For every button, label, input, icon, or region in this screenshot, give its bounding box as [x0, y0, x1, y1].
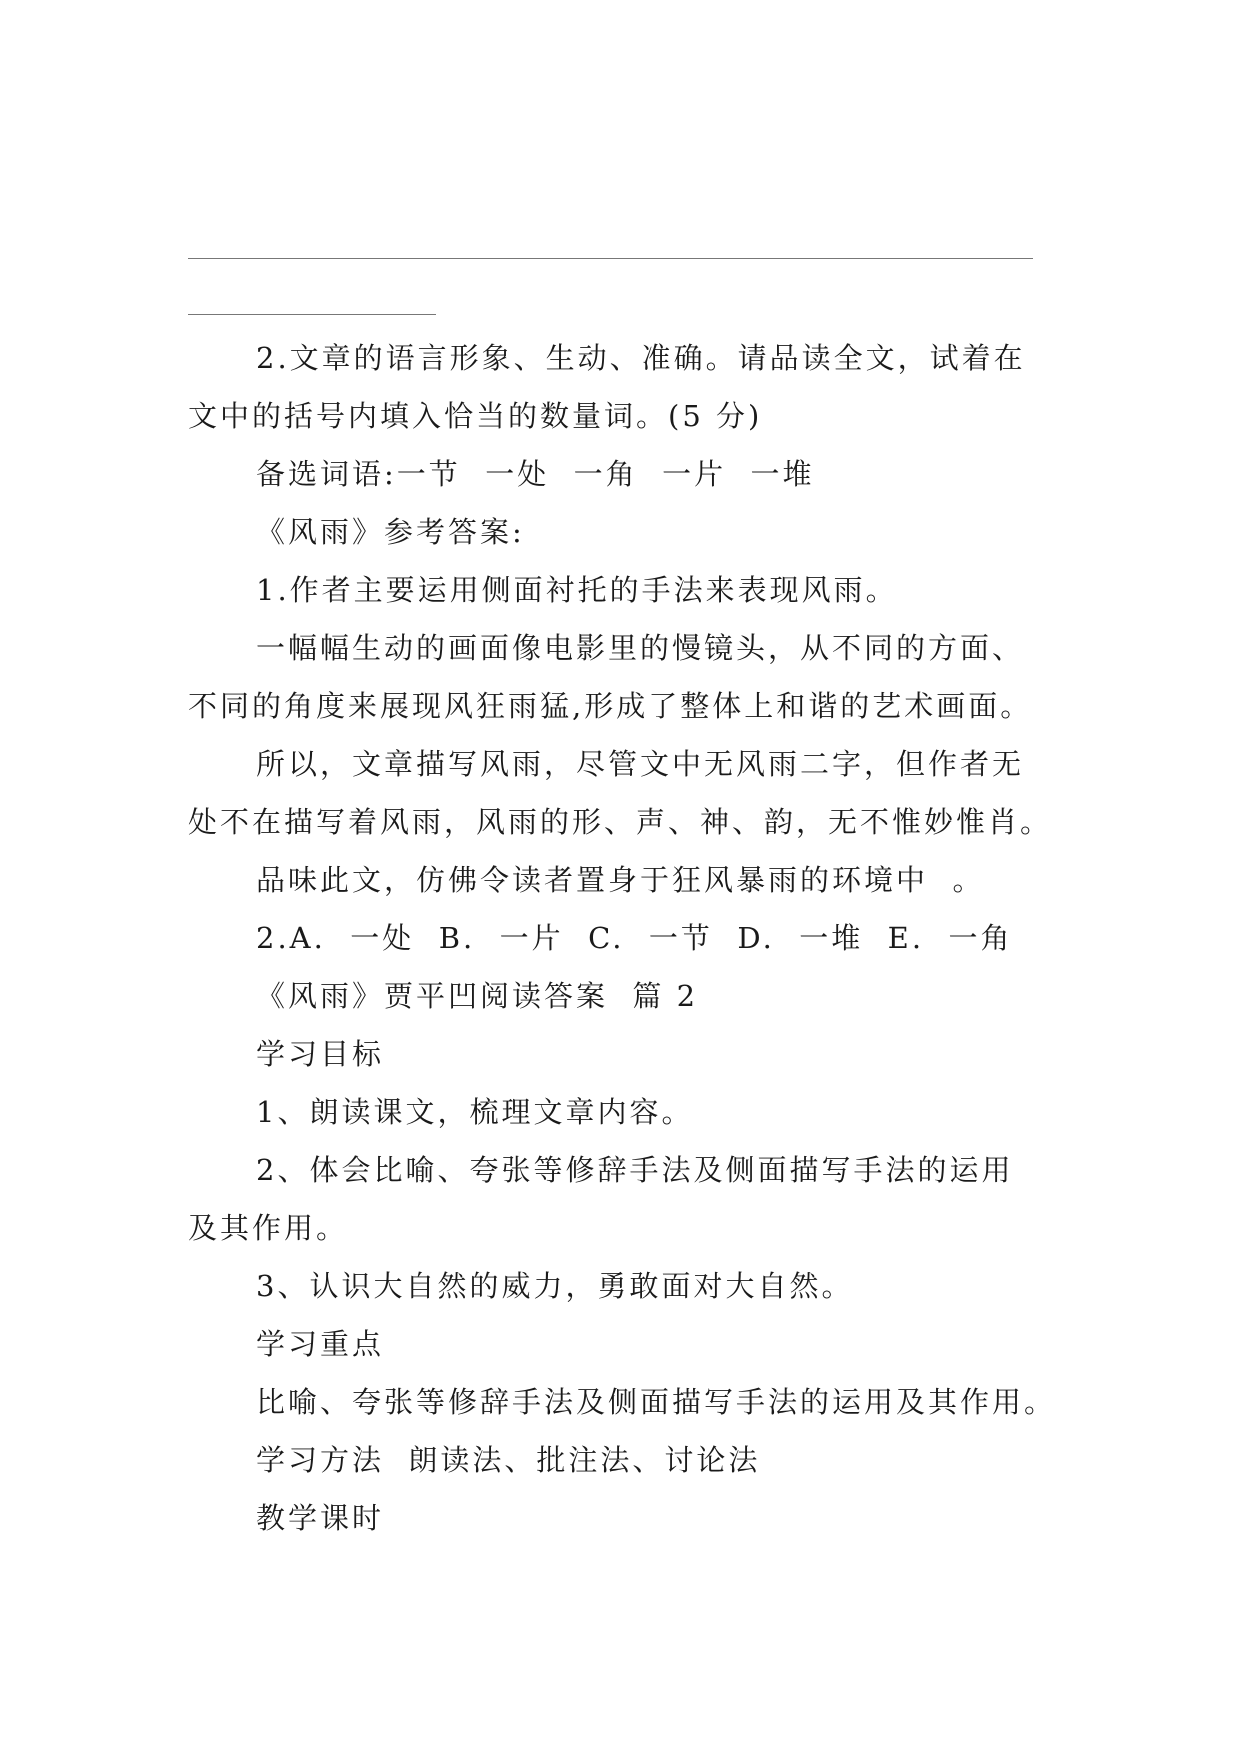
answer-1: 1.作者主要运用侧面衬托的手法来表现风雨。	[256, 573, 898, 607]
paragraph-2-line-1: 所以，文章描写风雨，尽管文中无风雨二字，但作者无	[256, 747, 1025, 781]
paragraph-3: 品味此文，仿佛令读者置身于狂风暴雨的环境中 。	[256, 863, 985, 897]
goals-heading: 学习目标	[256, 1037, 385, 1071]
goal-2-line-1: 2、体会比喻、夸张等修辞手法及侧面描写手法的运用	[256, 1153, 1014, 1187]
word-options: 备选词语:一节 一处 一角 一片 一堆	[256, 457, 815, 491]
paragraph-1-line-1: 一幅幅生动的画面像电影里的慢镜头，从不同的方面、	[256, 631, 1025, 665]
goal-2-line-2: 及其作用。	[188, 1211, 349, 1245]
separator-line	[188, 258, 1033, 259]
separator-line-short	[188, 314, 436, 315]
focus-text: 比喻、夸张等修辞手法及侧面描写手法的运用及其作用。	[256, 1385, 1057, 1419]
question-2-line-1: 2.文章的语言形象、生动、准确。请品读全文，试着在	[256, 341, 1026, 375]
answer-2: 2.A. 一处 B. 一片 C. 一节 D. 一堆 E. 一角	[256, 921, 1013, 955]
focus-heading: 学习重点	[256, 1327, 385, 1361]
goal-1: 1、朗读课文，梳理文章内容。	[256, 1095, 694, 1129]
question-2-line-2: 文中的括号内填入恰当的数量词。(5 分)	[188, 399, 763, 433]
methods-line: 学习方法 朗读法、批注法、讨论法	[256, 1443, 761, 1477]
paragraph-2-line-2: 处不在描写着风雨，风雨的形、声、神、韵，无不惟妙惟肖。	[188, 805, 1053, 839]
part-2-heading: 《风雨》贾平凹阅读答案 篇 2	[256, 979, 699, 1013]
paragraph-1-line-2: 不同的角度来展现风狂雨猛,形成了整体上和谐的艺术画面。	[188, 689, 1033, 723]
goal-3: 3、认识大自然的威力，勇敢面对大自然。	[256, 1269, 854, 1303]
hours-heading: 教学课时	[256, 1501, 385, 1535]
answer-heading: 《风雨》参考答案:	[256, 515, 525, 549]
